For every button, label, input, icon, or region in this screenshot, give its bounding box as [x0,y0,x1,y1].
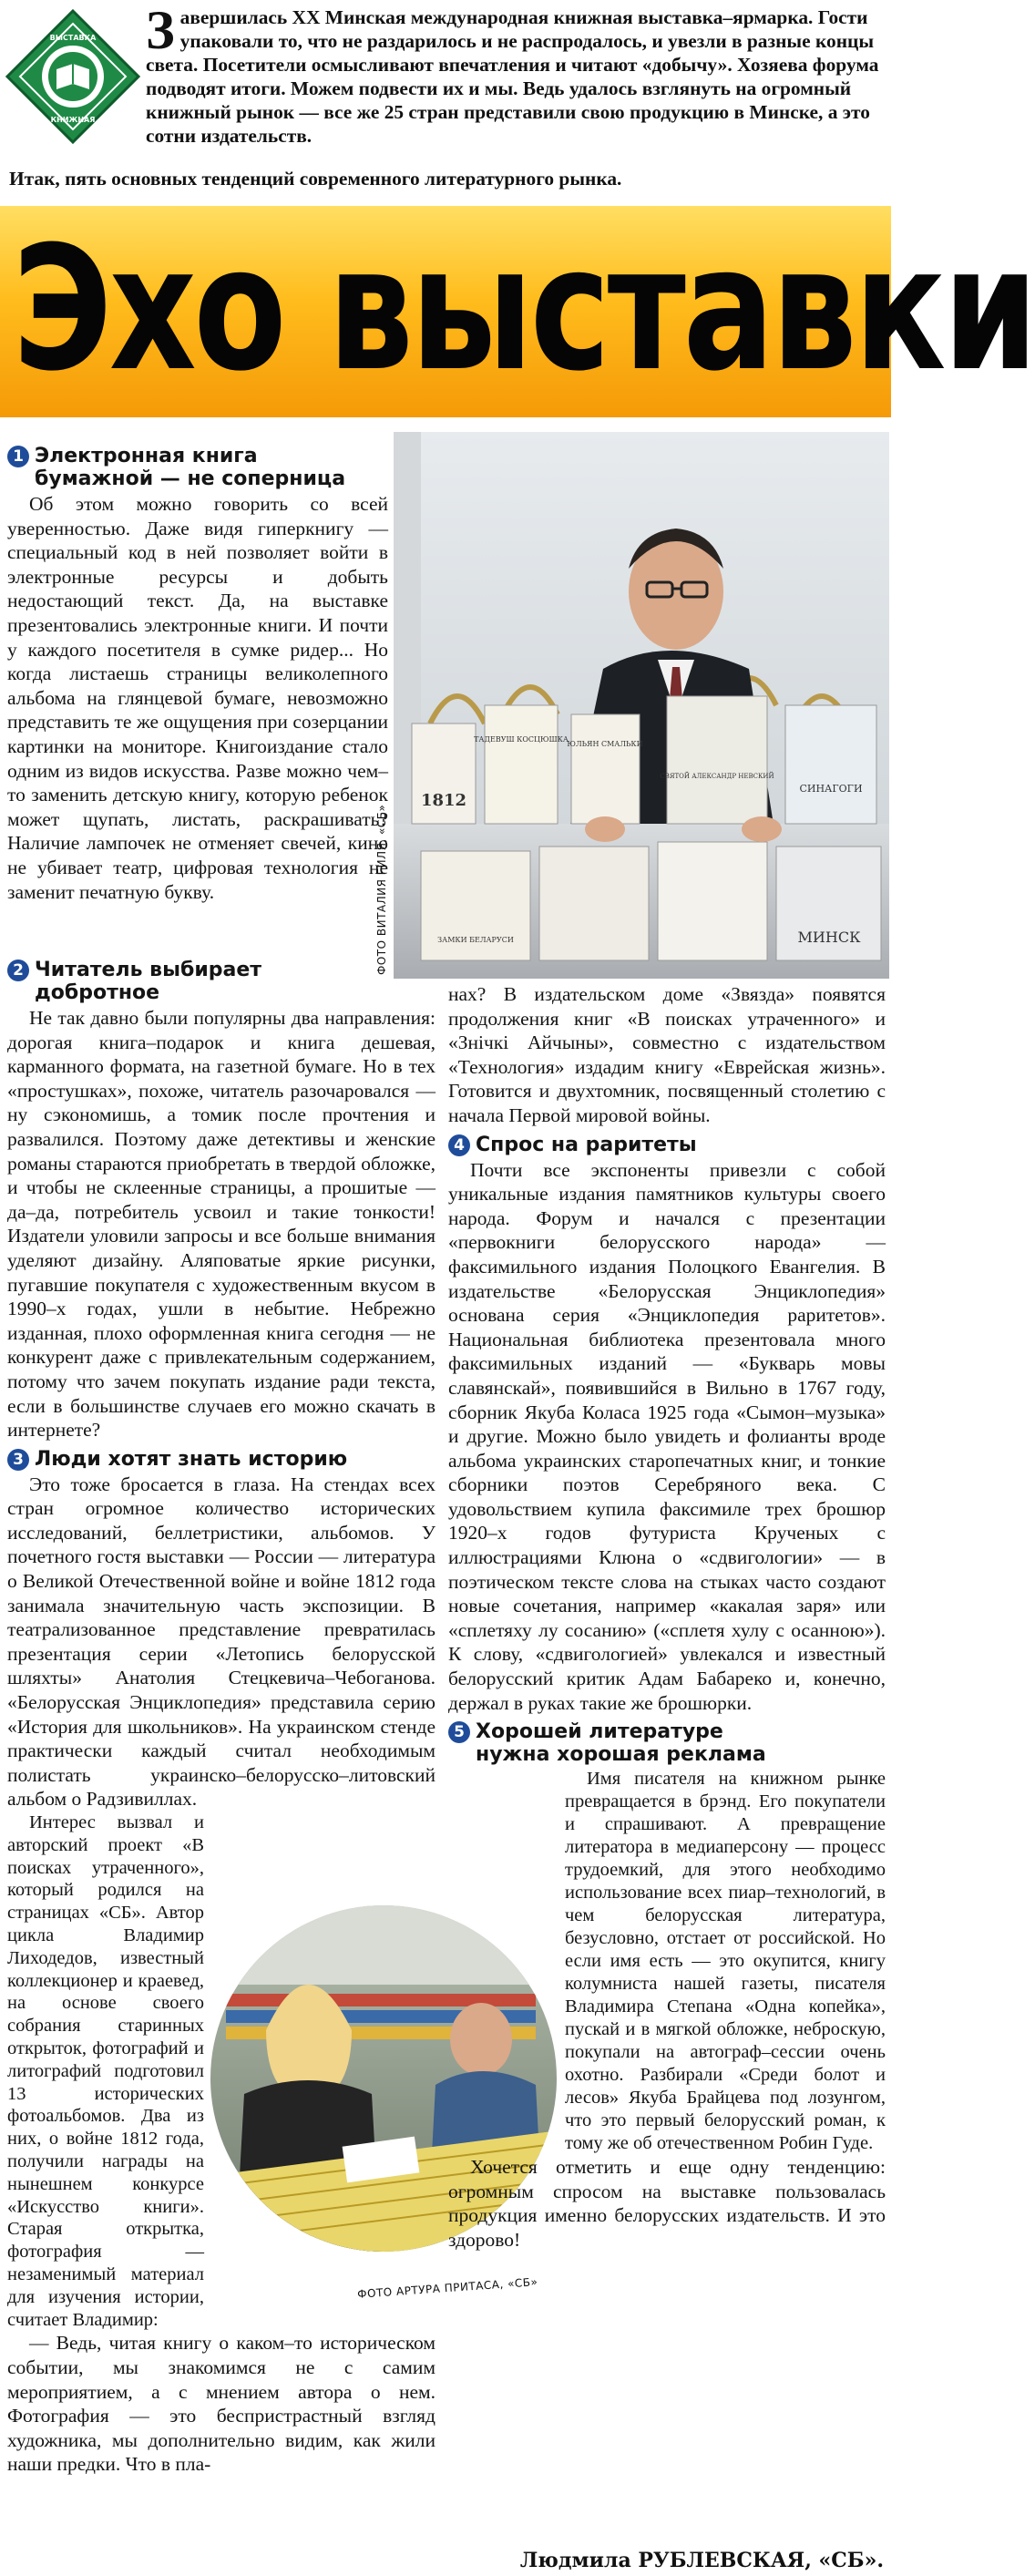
column-right-lower [448,982,886,2253]
photo-author-with-books [394,432,889,979]
lead-paragraph [146,0,886,148]
photo-author-with-books-image [394,432,889,979]
section-1-number: 1 [7,446,29,467]
section-2-title-line1: Читатель выбирает [35,959,262,981]
column-section-1 [7,439,388,904]
section-5-paragraph-2: Хочется отметить и еще одну тенденцию: огромным спросом на выставке пользовалась продукция именно белорусских издательств. И это здорово! [448,2156,886,2251]
headline-banner [0,206,1035,417]
section-3-paragraph-3: — Ведь, читая книгу о каком–то историческом событии, мы знакомимся не с самим мероприятием, а с мнением автора о нем. Фотография — это беспристрастный взгляд художника, мы дополнительно видим, как жили наши предки. Что в пла- [7,2332,436,2476]
section-4-paragraph: Почти все экспоненты привезли с собой уникальные издания памятников культуры своего народа. Форум и начался с презентации «первокниги белорусского народа» — факсимильного издания Полоцкого Евангелия. В издательстве «Белорусская Энциклопедия» основана серия «Энциклопедия раритетов». Национальная библиотека презентовала много факсимильных изданий — «Букварь мовы славянскай», появившийся в Вильно в 1767 году, сборник Якуба Коласа 1925 года «Сымон–музыка» и другие. Можно было увидеть и фолианты вроде альбома украинских старопечатных книг, и тонкие сборники поэтов Серебряного века. С удовольствием купила факсимиле трех брошюр 1920–х годов футуриста Крученых с иллюстрациями Клюна о «сдвигологии» — в поэтическом тексте слова на стыках часто создают новые сочетания, например «какалая заря» или «сплетяху лу сосанию» («сплетя хулу с осанною»). К слову, «сдвигологией» увлекался и известный белорусский критик Адам Бабарeко и, конечно, держал в руках такие же брошюрки. [448,1158,886,1714]
section-3-paragraph-2: Интерес вызвал и авторский проект «В поисках утраченного», который родился на страницах «СБ». Автор цикла Владимир Лиходедов, известный коллекционер и краевед, на основе своего собрания старинных открыток, фотографий и литографий подготовил 13 исторических фотоальбомов. Два из них, о войне 1812 года, получили награды на нынешнем конкурсе «Искусство книги». Старая открытка, фотография — незаменимый материал для изучения истории, считает Владимир: [7,1812,204,2330]
book-title-minsk: МИНСК [797,929,861,946]
section-3-continuation: нах? В издательском доме «Звязда» появятся продолжения книг «В поисках утраченного» и «Знiчкi Айчыны», совместно с издательством «Технология» издадим книгу «Еврейская жизнь». Готовится и двухтомник, посвященный столетию с начала Первой мировой войны. [448,983,886,1126]
section-3-number: 3 [7,1449,29,1471]
section-5-title-line2: нужна хорошая реклама [476,1743,766,1767]
section-1-title-line2: бумажной — не соперница [35,467,346,490]
section-2-paragraph: Не так давно были популярны два направления: дорогая книга–подарок и книга дешевая, карманного формата, на газетной бумаге. Но в тех «простушках», похоже, читатель разочаровался — ну сэкономишь, а томик после прочтения и развалился. Поэтому даже детективы и женские романы стараются приобретать в твердой обложке, и чтобы не склеенные страницы, а прошитые — да–да, потребитель усвоил и такие тонкости! Издатели уловили запросы и все больше внимания уделяют дизайну. Аляповатые яркие рисунки, пугавшие покупателя с художественным вкусом в 1990–х годах, ушли в небытие. Небрежно изданная, плохо оформленная книга сегодня — не конкурент даже с привлекательным содержанием, потому что зачем покупать издание ради текста, если в большинстве случаев его можно скачать в интернете? [7,1007,436,1442]
section-1-heading [7,445,388,490]
svg-text:ВЫСТАВКА: ВЫСТАВКА [49,34,97,42]
headline: Эхо выставки [13,210,1035,409]
section-4-title-line1: Спрос на раритеты [476,1133,697,1156]
book-title-nevsky: СВЯТОЙ АЛЕКСАНДР НЕВСКИЙ [660,773,774,780]
section-5-number: 5 [448,1721,470,1743]
section-4-heading [448,1134,886,1156]
section-2-number: 2 [7,960,29,981]
exhibition-seal-logo [5,9,140,144]
lead-dropcap: З [146,0,175,60]
section-1-paragraph: Об этом можно говорить со всей уверенностью. Даже видя гиперкнигу — специальный код в ней позволяет войти в электронные ресурсы и добыть недостающий текст. Да, на выставке презентовались электронные книги. И почти у каждого посетителя в сумке ридер... Но когда листаешь страницы великолепного альбома на глянцевой бумаге, невозможно представить те же ощущения при созерцании картинки на мониторе. Книгоиздание стало одним из видов искусства. Разве можно чем–то заменить детскую книгу, которую ребенок может щупать, листать, раскрашивать? Наличие лампочек не отменяет свечей, кино не убивает театр, цифровая технология не заменит печатную букву. [7,493,388,903]
section-3-paragraph-1: Это тоже бросается в глаза. На стендах всех стран огромное количество исторических исследований, беллетристики, альбомов. У почетного гостя выставки — России — литература о Великой Отечественной войне и войне 1812 года занимала значительную часть экспозиции. В театрализованное представление превратилась презентация серии «Летопись белорусской шляхты» Анатолия Стецкевича–Чебоганова. «Белорусская Энциклопедия» представила серию «История для школьников». На украинском стенде практически каждый считал необходимым полистать украинско–белорусско–литовский альбом о Радзивиллах. [7,1473,436,1811]
lead-text: авершилась XX Минская международная книжная выставка–ярмарка. Гости упаковали то, что не раздарилось и не распродалось, и увезли в разные концы света. Посетители осмысливают впечатления и читают «добычу». Хозяева форума подводят итоги. Можем подвести их и мы. Ведь удалось взглянуть на огромный книжный рынок — все же 25 стран представили свою продукцию в Минске, а это сотни издательств. [146,6,879,147]
section-2-heading [7,959,436,1004]
photo2-credit: ФОТО АРТУРА ПРИТАСА, «СБ» [356,2275,538,2301]
book-title-synagogues: СИНАГОГИ [799,783,863,795]
section-3-title-line1: Люди хотят знать историю [35,1447,348,1471]
book-title-1812: 1812 [420,791,467,810]
photo1-credit: ФОТО ВИТАЛИЯ ГИЛЯ, «СБ» [375,804,388,975]
book-title-castles: ЗАМКИ БЕЛАРУСИ [437,936,514,944]
section-5-heading [448,1720,886,1766]
section-1-title-line1: Электронная книга [35,445,258,467]
svg-text:КНИЖНАЯ: КНИЖНАЯ [50,116,96,124]
section-5-paragraph-1: Имя писателя на книжном рынке превращается в брэнд. Его покупатели и спрашивают. А превращение литератора в медиаперсону — процесс трудоемкий, для этого необходимо использование всех пиар–технологий, в чем белорусская литература, безусловно, отстает от российской. Но если имя есть — это окупится, книгу колумниста нашей газеты, писателя Владимира Степана «Одна копейка», пускай и в мягкой обложке, неброскую, покупали на автограф–сессии очень охотно. Разбирали «Среди болот и лесов» Якуба Брайцева под лозунгом, что это первый белорусский роман, к тому же об отечественном Робин Гуде. [565,1769,886,2154]
section-3-heading [7,1448,436,1471]
author-signature: Людмила РУБЛЕВСКАЯ, «СБ». [519,2549,884,2572]
book-title-smalki: ЮЛЬЯН СМАЛЬКИ [567,740,643,748]
lead-tail: Итак, пять основных тенденций современного литературного рынка. [9,168,622,190]
book-title-kosciuszko: ТАДЕВУШ КОСЦЮШКА [474,735,569,744]
section-2-title-line2: добротное [35,981,160,1004]
section-5-title-line1: Хорошей литературе [476,1720,723,1744]
section-4-number: 4 [448,1134,470,1156]
